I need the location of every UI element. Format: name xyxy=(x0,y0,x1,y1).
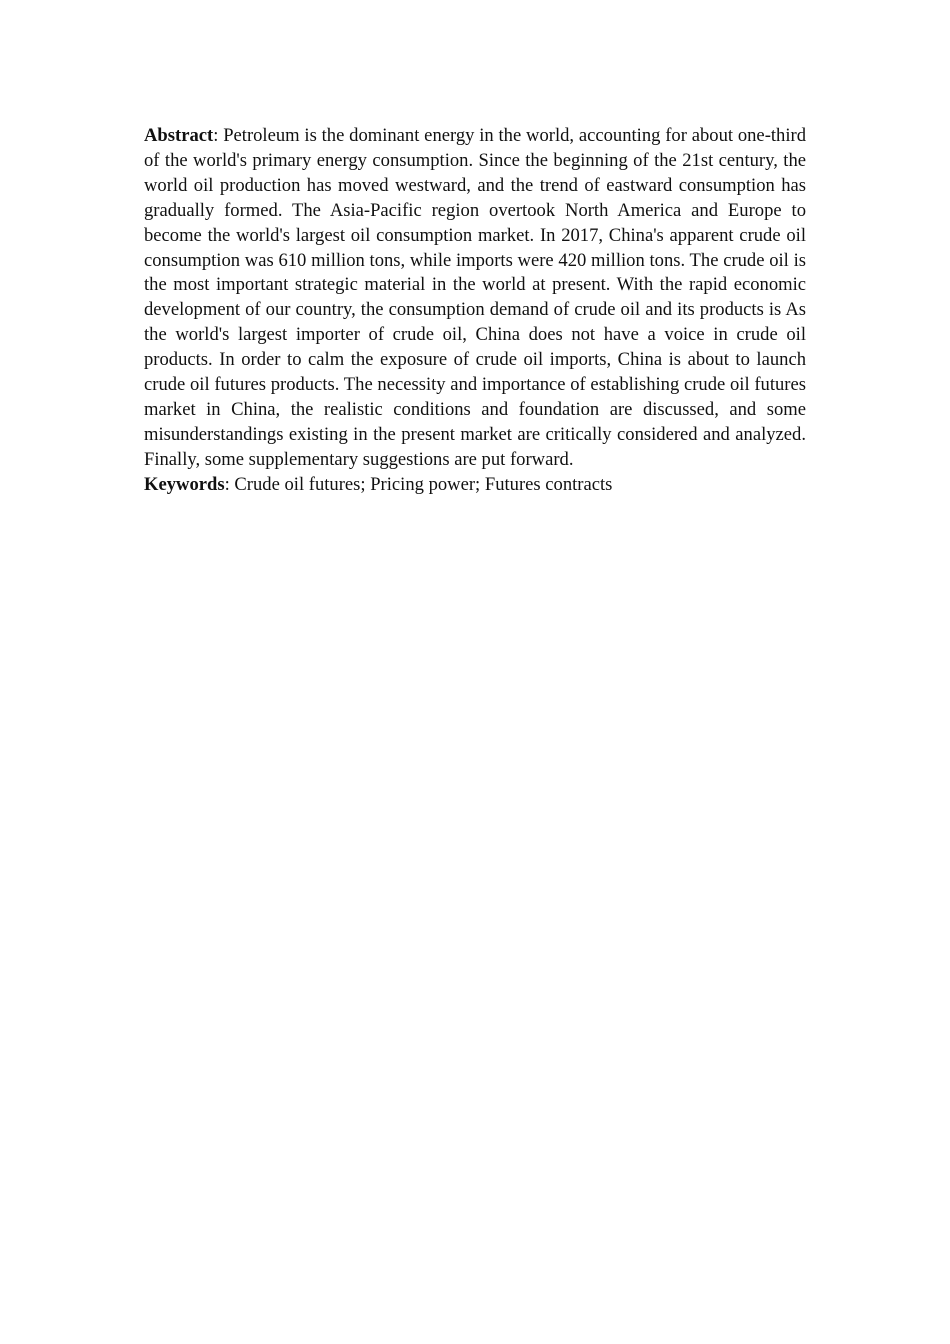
keywords-separator: : xyxy=(224,473,235,495)
abstract-separator: : xyxy=(213,125,224,146)
abstract-text: Petroleum is the dominant energy in the world, accounting for about one-third of the world's primary energy consumption. Since the beginning of the 21st century, the world oil production has moved westward, and the trend of eastward consumption has gradually formed. The Asia-Pacific region overtook North America and Europe to become the world's largest oil consumption market. In 2017, China's apparent crude oil consumption was 610 million tons, while imports were 420 million tons. The crude oil is the most important strategic material in the world at present. With the rapid economic development of our country, the consumption demand of crude oil and its products is As the world's largest importer of crude oil, China does not have a voice in crude oil products. In order to calm the exposure of crude oil imports, China is about to launch crude oil futures products. The necessity and importance of establishing crude oil futures market in China, the realistic conditions and foundation are discussed, and some misunderstandings existing in the present market are critically considered and analyzed. Finally, some supplementary suggestions are put forward. xyxy=(144,125,806,470)
keywords-text: Crude oil futures; Pricing power; Futures contracts xyxy=(234,473,613,495)
abstract-label: Abstract xyxy=(144,125,214,146)
keywords-label: Keywords xyxy=(144,473,225,495)
keywords-paragraph xyxy=(144,473,806,498)
paper-page xyxy=(144,124,806,498)
abstract-paragraph xyxy=(144,124,806,473)
